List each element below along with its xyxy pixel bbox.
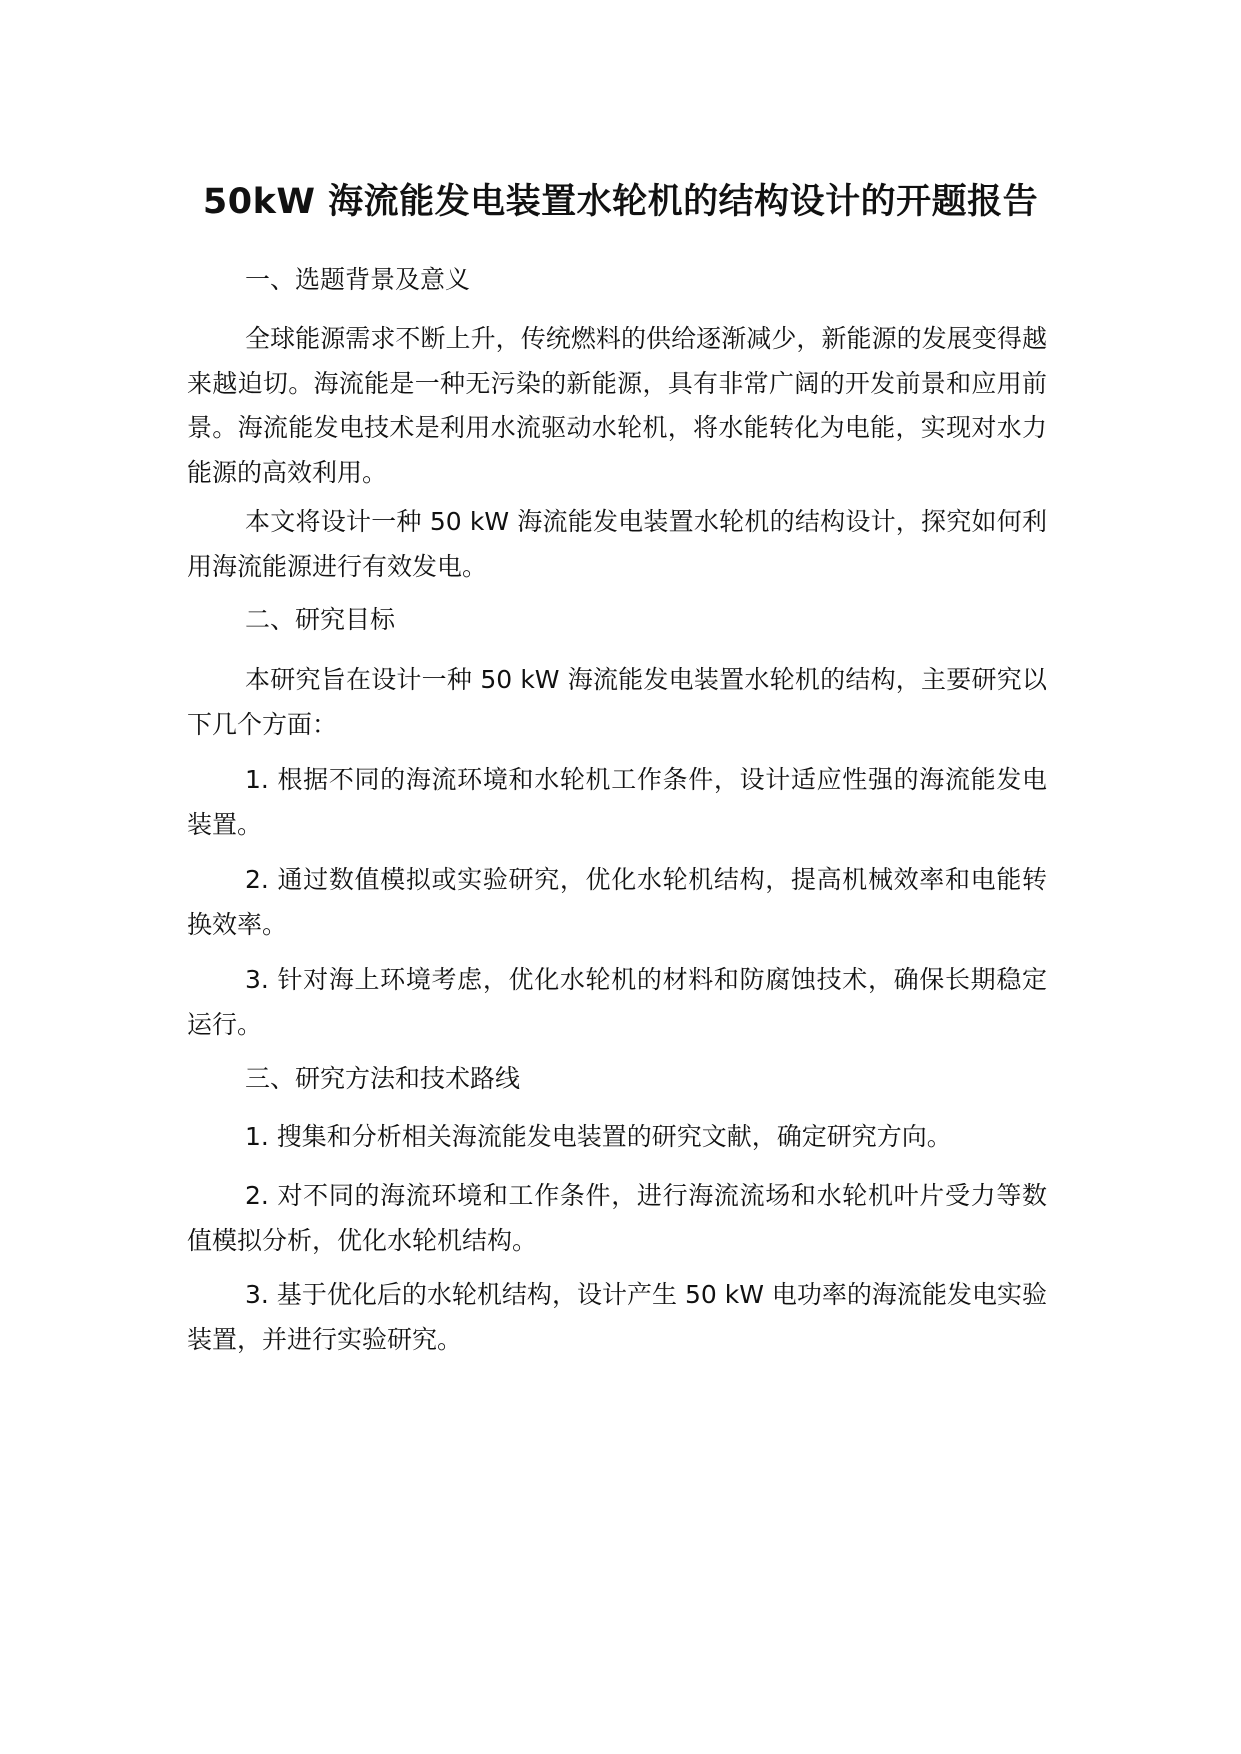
section-heading-objectives: 二、研究目标	[245, 605, 396, 634]
list-item-method-1: 1. 搜集和分析相关海流能发电装置的研究文献，确定研究方向。	[245, 1122, 952, 1151]
list-item-objective-2: 2. 通过数值模拟或实验研究，优化水轮机结构，提高机械效率和电能转换效率。	[187, 865, 1047, 939]
list-item-method-3: 3. 基于优化后的水轮机结构，设计产生 50 kW 电功率的海流能发电实验装置，并进行实验研究。	[187, 1280, 1047, 1354]
list-item-objective-3: 3. 针对海上环境考虑，优化水轮机的材料和防腐蚀技术，确保长期稳定运行。	[187, 965, 1047, 1039]
document-title: 50kW 海流能发电装置水轮机的结构设计的开题报告	[202, 182, 1039, 222]
list-item-method-2: 2. 对不同的海流环境和工作条件，进行海流流场和水轮机叶片受力等数值模拟分析，优化水轮机结构。	[187, 1181, 1047, 1255]
section-heading-methods: 三、研究方法和技术路线	[245, 1064, 521, 1093]
section-heading-background: 一、选题背景及意义	[245, 265, 471, 294]
list-item-objective-1: 1. 根据不同的海流环境和水轮机工作条件，设计适应性强的海流能发电装置。	[187, 765, 1047, 839]
paragraph-background: 全球能源需求不断上升，传统燃料的供给逐渐减少，新能源的发展变得越来越迫切。海流能是一种无污染的新能源，具有非常广阔的开发前景和应用前景。海流能发电技术是利用水流驱动水轮机，将水能转化为电能，实现对水力能源的高效利用。	[187, 324, 1047, 487]
paragraph-objectives-intro: 本研究旨在设计一种 50 kW 海流能发电装置水轮机的结构，主要研究以下几个方面：	[187, 665, 1047, 739]
paragraph-design-overview: 本文将设计一种 50 kW 海流能发电装置水轮机的结构设计，探究如何利用海流能源进行有效发电。	[187, 507, 1047, 581]
